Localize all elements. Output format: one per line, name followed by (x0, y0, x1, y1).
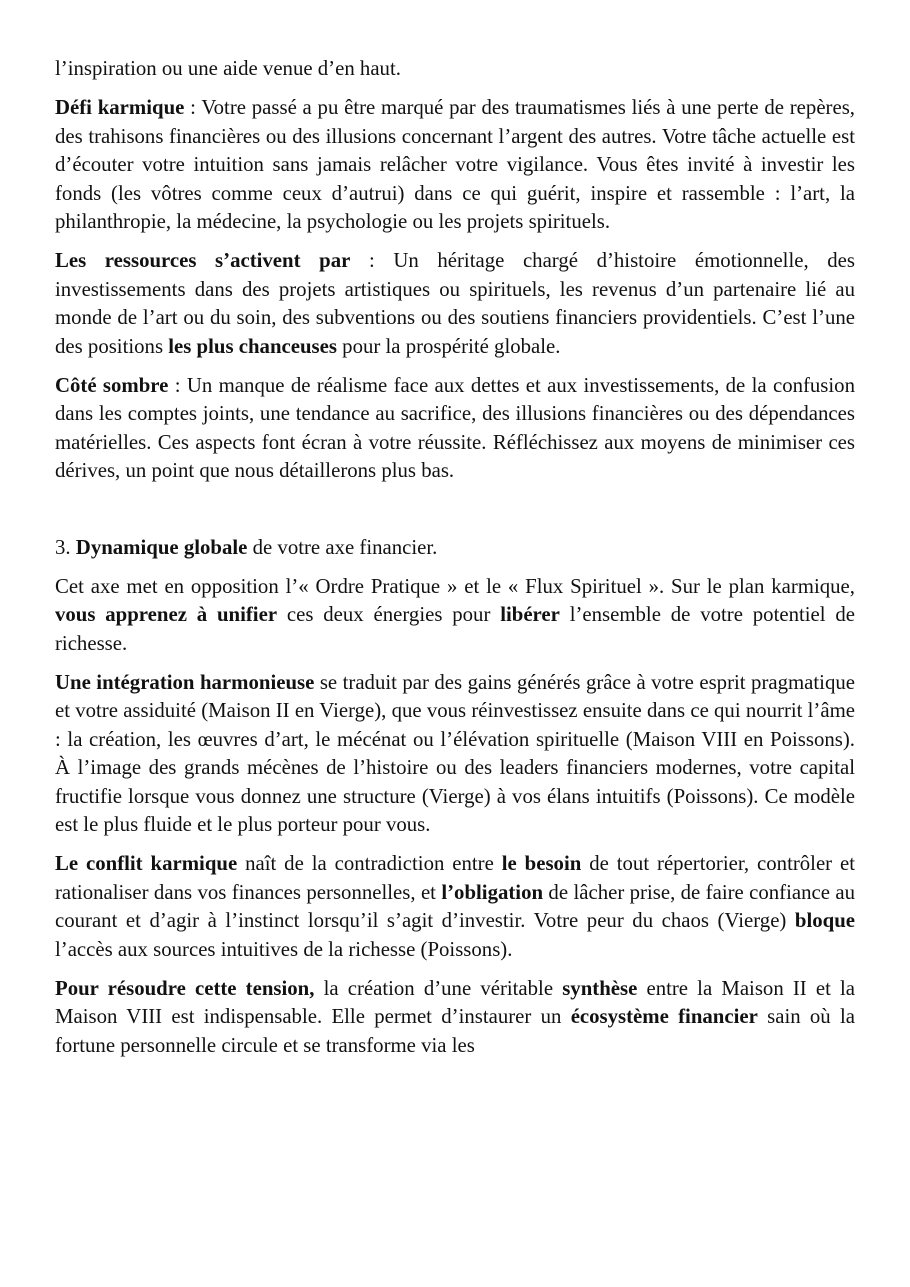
paragraph-defi-karmique (55, 94, 855, 237)
document-page (55, 55, 855, 1071)
body-text: de tout répertorier, contrôler et rationaliser dans vos finances personnelles, et (55, 852, 856, 904)
emphasis-text: Côté sombre (55, 373, 169, 397)
emphasis-text: Le conflit karmique (55, 852, 238, 875)
paragraph-axe (55, 573, 855, 659)
emphasis-text: bloque (794, 909, 855, 932)
body-text: la création d’une véritable (314, 976, 563, 1000)
paragraph-conflit (55, 850, 855, 964)
body-text: ces deux énergies pour (277, 603, 501, 626)
body-text: 3. (55, 535, 76, 559)
emphasis-text: Défi karmique (55, 96, 185, 119)
emphasis-text: synthèse (562, 976, 638, 1000)
section-heading (55, 534, 855, 563)
body-text: : Un manque de réalisme face aux dettes et aux investissements, de la confusion dans les comptes joints, une tendance au sacrifice, des illusions financières ou des dépendances matérielles. Ces aspects font écran à votre réussite. Réfléchissez aux moyens de minimiser ces dérives, un point que nous détaillerons plus bas. (55, 373, 855, 482)
emphasis-text: les plus chanceuses (168, 334, 337, 358)
body-text: entre la Maison II et la Maison VIII est indispensable. Elle permet d’instaurer un (55, 976, 856, 1028)
paragraph-integration (55, 669, 855, 840)
body-text: se traduit par des gains générés grâce à votre esprit pragmatique et votre assiduité (Maison II en Vierge), que vous réinvestissez ensuite dans ce qui nourrit l’âme : la création, les œuvres d’art, le mécénat ou l’élévation spirituelle (Maison VIII en Poissons). À l’image des grands mécènes de l’histoire ou des leaders financiers modernes, votre capital fructifie lorsque vous donnez une structure (Vierge) à vos élans intuitifs (Poissons). Ce modèle est le plus fluide et le plus porteur pour vous. (55, 670, 855, 836)
paragraph-continuation (55, 55, 855, 84)
emphasis-text: Les ressources s’activent par (55, 249, 351, 272)
body-text: de votre axe financier. (247, 535, 438, 559)
body-text: l’accès aux sources intuitives de la richesse (Poissons). (55, 937, 513, 961)
body-text: l’ensemble de votre potentiel de richesse. (55, 603, 855, 655)
paragraph-cote-sombre (55, 372, 855, 486)
body-text: : Votre passé a pu être marqué par des traumatismes liés à une perte de repères, des trahisons financières ou des illusions concernant l’argent des autres. Votre tâche actuelle est d’écouter votre intuition sans jamais relâcher votre vigilance. Vous êtes invité à investir les fonds (les vôtres comme ceux d’autrui) dans ce qui guérit, inspire et rassemble : l’art, la philanthropie, la médecine, la psychologie ou les projets spirituels. (55, 96, 855, 233)
body-text: naît de la contradiction entre (237, 852, 502, 875)
emphasis-text: l’obligation (441, 880, 544, 904)
paragraph-resoudre (55, 975, 855, 1061)
emphasis-text: Pour résoudre cette tension, (55, 976, 315, 1000)
body-text: : Un héritage chargé d’histoire émotionnelle, des investissements dans des projets artistiques ou spirituels, les revenus d’un partenaire lié au monde de l’art ou du soin, des subventions ou des soutiens financiers providentiels. C’est l’une des positions (55, 249, 855, 358)
emphasis-text: libérer (500, 603, 560, 626)
emphasis-text: Dynamique globale (75, 535, 248, 559)
body-text: l’inspiration ou une aide venue d’en haut. (55, 57, 401, 80)
body-text: pour la prospérité globale. (336, 334, 561, 358)
body-text: de lâcher prise, de faire confiance au courant et d’agir à l’instinct lorsqu’il s’agit d’investir. Votre peur du chaos (Vierge) (55, 880, 855, 932)
body-text: sain où la fortune personnelle circule et se transforme via les (55, 1005, 855, 1057)
emphasis-text: vous apprenez à unifier (55, 603, 278, 626)
body-text: Cet axe met en opposition l’« Ordre Pratique » et le « Flux Spirituel ». Sur le plan karmique, (55, 574, 855, 598)
emphasis-text: le besoin (501, 852, 582, 875)
emphasis-text: Une intégration harmonieuse (55, 670, 315, 694)
emphasis-text: écosystème financier (570, 1005, 758, 1028)
paragraph-ressources (55, 247, 855, 361)
